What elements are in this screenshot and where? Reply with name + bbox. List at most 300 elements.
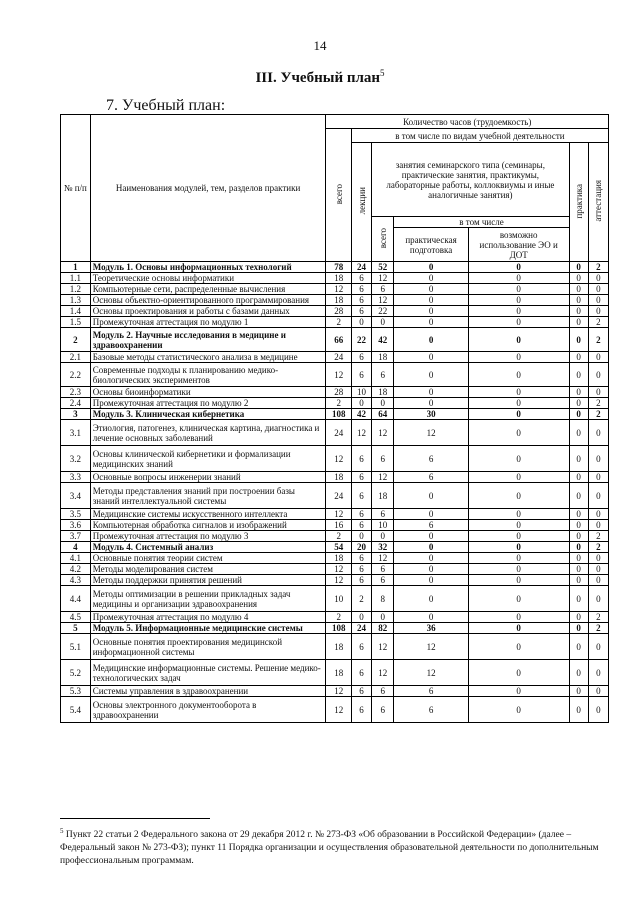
cell-total: 28	[326, 387, 351, 398]
cell-num: 3.3	[61, 472, 91, 483]
cell-eo: 0	[468, 398, 569, 409]
table-row	[61, 686, 609, 697]
cell-prac: 0	[569, 273, 588, 284]
cell-eo: 0	[468, 363, 569, 387]
table-row	[61, 306, 609, 317]
cell-lec: 6	[351, 634, 371, 660]
cell-num: 3.2	[61, 446, 91, 472]
table-row	[61, 446, 609, 472]
cell-num: 4	[61, 542, 91, 553]
cell-num: 5.2	[61, 660, 91, 686]
table-row	[61, 553, 609, 564]
cell-num: 4.4	[61, 586, 91, 612]
cell-lec: 6	[351, 660, 371, 686]
cell-sem: 12	[372, 273, 394, 284]
cell-att: 0	[588, 363, 608, 387]
cell-pp: 6	[394, 472, 468, 483]
cell-num: 1.4	[61, 306, 91, 317]
cell-num: 5	[61, 623, 91, 634]
cell-att: 0	[588, 446, 608, 472]
cell-num: 3.5	[61, 509, 91, 520]
cell-name: Модуль 4. Системный анализ	[90, 542, 326, 553]
header-incl: в том числе	[394, 217, 569, 228]
cell-pp: 36	[394, 623, 468, 634]
cell-num: 3.7	[61, 531, 91, 542]
cell-pp: 0	[394, 564, 468, 575]
cell-total: 16	[326, 520, 351, 531]
cell-name: Базовые методы статистического анализа в медицине	[90, 352, 326, 363]
cell-lec: 6	[351, 686, 371, 697]
cell-eo: 0	[468, 623, 569, 634]
footnote-divider	[60, 818, 210, 819]
cell-prac: 0	[569, 446, 588, 472]
cell-pp: 6	[394, 697, 468, 723]
cell-att: 0	[588, 483, 608, 509]
cell-num: 1	[61, 262, 91, 273]
cell-name: Компьютерная обработка сигналов и изображений	[90, 520, 326, 531]
cell-att: 2	[588, 317, 608, 328]
cell-total: 12	[326, 363, 351, 387]
table-row	[61, 363, 609, 387]
cell-eo: 0	[468, 586, 569, 612]
cell-num: 4.1	[61, 553, 91, 564]
cell-lec: 6	[351, 352, 371, 363]
cell-sem: 42	[372, 328, 394, 352]
cell-pp: 0	[394, 284, 468, 295]
module-row	[61, 262, 609, 273]
cell-prac: 0	[569, 697, 588, 723]
cell-pp: 0	[394, 553, 468, 564]
cell-lec: 24	[351, 262, 371, 273]
cell-att: 2	[588, 398, 608, 409]
cell-name: Методы представления знаний при построении базы знаний интеллектуальной системы	[90, 483, 326, 509]
cell-name: Методы поддержки принятия решений	[90, 575, 326, 586]
cell-pp: 12	[394, 634, 468, 660]
table-row	[61, 420, 609, 446]
cell-total: 12	[326, 446, 351, 472]
cell-pp: 12	[394, 420, 468, 446]
cell-pp: 0	[394, 317, 468, 328]
table-row	[61, 352, 609, 363]
cell-sem: 6	[372, 509, 394, 520]
cell-sem: 22	[372, 306, 394, 317]
cell-prac: 0	[569, 564, 588, 575]
cell-total: 66	[326, 328, 351, 352]
table-row	[61, 483, 609, 509]
cell-eo: 0	[468, 295, 569, 306]
cell-lec: 12	[351, 420, 371, 446]
cell-total: 24	[326, 483, 351, 509]
cell-eo: 0	[468, 564, 569, 575]
cell-lec: 24	[351, 623, 371, 634]
cell-att: 2	[588, 531, 608, 542]
cell-eo: 0	[468, 542, 569, 553]
cell-prac: 0	[569, 328, 588, 352]
cell-pp: 0	[394, 531, 468, 542]
header-incl-types: в том числе по видам учебной деятельности	[351, 129, 608, 143]
cell-lec: 42	[351, 409, 371, 420]
cell-sem: 6	[372, 363, 394, 387]
cell-prac: 0	[569, 586, 588, 612]
cell-prac: 0	[569, 660, 588, 686]
cell-num: 1.5	[61, 317, 91, 328]
cell-num: 4.5	[61, 612, 91, 623]
cell-eo: 0	[468, 520, 569, 531]
cell-att: 2	[588, 542, 608, 553]
header-practice	[569, 143, 588, 262]
cell-prac: 0	[569, 634, 588, 660]
cell-name: Системы управления в здравоохранении	[90, 686, 326, 697]
cell-sem: 0	[372, 531, 394, 542]
cell-total: 54	[326, 542, 351, 553]
cell-name: Основные вопросы инженерии знаний	[90, 472, 326, 483]
table-row	[61, 531, 609, 542]
cell-eo: 0	[468, 634, 569, 660]
cell-att: 0	[588, 564, 608, 575]
cell-prac: 0	[569, 295, 588, 306]
cell-name: Основы биоинформатики	[90, 387, 326, 398]
cell-sem: 0	[372, 317, 394, 328]
cell-total: 2	[326, 398, 351, 409]
cell-pp: 0	[394, 352, 468, 363]
table-row	[61, 398, 609, 409]
cell-num: 3.4	[61, 483, 91, 509]
table-row	[61, 575, 609, 586]
cell-lec: 2	[351, 586, 371, 612]
page-number: 14	[313, 38, 327, 53]
cell-eo: 0	[468, 387, 569, 398]
header-lectures-text: лекции	[356, 187, 367, 215]
cell-eo: 0	[468, 686, 569, 697]
cell-prac: 0	[569, 317, 588, 328]
cell-att: 0	[588, 352, 608, 363]
cell-total: 12	[326, 509, 351, 520]
footnote-reference: 5	[380, 68, 385, 78]
cell-att: 0	[588, 472, 608, 483]
cell-total: 24	[326, 352, 351, 363]
cell-att: 0	[588, 387, 608, 398]
cell-prac: 0	[569, 553, 588, 564]
cell-total: 18	[326, 660, 351, 686]
cell-att: 0	[588, 273, 608, 284]
cell-pp: 30	[394, 409, 468, 420]
cell-pp: 0	[394, 262, 468, 273]
cell-lec: 6	[351, 697, 371, 723]
table-row	[61, 520, 609, 531]
cell-num: 1.3	[61, 295, 91, 306]
cell-name: Промежуточная аттестация по модулю 1	[90, 317, 326, 328]
cell-prac: 0	[569, 686, 588, 697]
cell-prac: 0	[569, 352, 588, 363]
cell-lec: 6	[351, 483, 371, 509]
cell-lec: 6	[351, 284, 371, 295]
header-lectures	[351, 143, 371, 262]
cell-sem: 18	[372, 352, 394, 363]
cell-att: 0	[588, 295, 608, 306]
cell-att: 2	[588, 328, 608, 352]
cell-sem: 12	[372, 660, 394, 686]
cell-lec: 10	[351, 387, 371, 398]
table-row	[61, 612, 609, 623]
cell-num: 2	[61, 328, 91, 352]
cell-num: 3.1	[61, 420, 91, 446]
cell-num: 1.1	[61, 273, 91, 284]
table-row	[61, 634, 609, 660]
cell-eo: 0	[468, 317, 569, 328]
cell-eo: 0	[468, 612, 569, 623]
cell-prac: 0	[569, 420, 588, 446]
cell-num: 3	[61, 409, 91, 420]
cell-num: 1.2	[61, 284, 91, 295]
cell-sem: 18	[372, 483, 394, 509]
cell-eo: 0	[468, 483, 569, 509]
cell-pp: 0	[394, 387, 468, 398]
cell-sem: 6	[372, 284, 394, 295]
cell-total: 2	[326, 531, 351, 542]
cell-prac: 0	[569, 284, 588, 295]
cell-prac: 0	[569, 409, 588, 420]
cell-name: Модуль 5. Информационные медицинские системы	[90, 623, 326, 634]
cell-lec: 6	[351, 363, 371, 387]
cell-name: Основные понятия теории систем	[90, 553, 326, 564]
cell-pp: 6	[394, 686, 468, 697]
cell-total: 12	[326, 686, 351, 697]
cell-eo: 0	[468, 553, 569, 564]
cell-pp: 0	[394, 295, 468, 306]
cell-eo: 0	[468, 509, 569, 520]
cell-sem: 10	[372, 520, 394, 531]
cell-att: 0	[588, 697, 608, 723]
cell-sem: 12	[372, 553, 394, 564]
cell-att: 0	[588, 284, 608, 295]
cell-att: 0	[588, 306, 608, 317]
section-title-text: III. Учебный план	[255, 70, 381, 86]
cell-att: 2	[588, 623, 608, 634]
cell-name: Модуль 3. Клиническая кибернетика	[90, 409, 326, 420]
cell-att: 0	[588, 509, 608, 520]
cell-eo: 0	[468, 409, 569, 420]
footnote-mark: 5	[60, 827, 64, 835]
header-name: Наименования модулей, тем, разделов практики	[90, 115, 326, 262]
cell-name: Промежуточная аттестация по модулю 4	[90, 612, 326, 623]
cell-sem: 6	[372, 564, 394, 575]
cell-eo: 0	[468, 575, 569, 586]
cell-eo: 0	[468, 284, 569, 295]
cell-att: 0	[588, 660, 608, 686]
cell-pp: 6	[394, 446, 468, 472]
cell-sem: 12	[372, 420, 394, 446]
cell-total: 18	[326, 634, 351, 660]
cell-lec: 6	[351, 564, 371, 575]
module-row	[61, 328, 609, 352]
footnote-text: Пункт 22 статьи 2 Федерального закона от 29 декабря 2012 г. № 273-ФЗ «Об образовании в Российской Федерации» (далее – Федеральный закон № 273-ФЗ); пункт 11 Порядка организации и осуществления образовательной деятельности по дополнительным профессиональным программам.	[60, 830, 599, 867]
header-distance: возможно использование ЭО и ДОТ	[468, 228, 569, 262]
cell-num: 5.4	[61, 697, 91, 723]
cell-att: 2	[588, 262, 608, 273]
cell-name: Медицинские системы искусственного интеллекта	[90, 509, 326, 520]
cell-name: Основы проектирования и работы с базами данных	[90, 306, 326, 317]
cell-num: 2.3	[61, 387, 91, 398]
cell-num: 4.2	[61, 564, 91, 575]
cell-sem: 0	[372, 398, 394, 409]
cell-total: 18	[326, 273, 351, 284]
cell-name: Промежуточная аттестация по модулю 3	[90, 531, 326, 542]
cell-name: Основы клинической кибернетики и формализации медицинских знаний	[90, 446, 326, 472]
cell-name: Медицинские информационные системы. Решение медико-технологических задач	[90, 660, 326, 686]
cell-num: 5.1	[61, 634, 91, 660]
cell-total: 18	[326, 472, 351, 483]
cell-pp: 0	[394, 575, 468, 586]
cell-pp: 0	[394, 363, 468, 387]
cell-total: 12	[326, 575, 351, 586]
header-num: № п/п	[61, 115, 91, 262]
cell-total: 2	[326, 317, 351, 328]
header-attestation	[588, 143, 608, 262]
cell-prac: 0	[569, 575, 588, 586]
module-row	[61, 409, 609, 420]
table-row	[61, 295, 609, 306]
cell-lec: 6	[351, 446, 371, 472]
cell-prac: 0	[569, 612, 588, 623]
cell-total: 2	[326, 612, 351, 623]
cell-sem: 12	[372, 295, 394, 306]
cell-name: Основы электронного документооборота в здравоохранении	[90, 697, 326, 723]
cell-lec: 6	[351, 509, 371, 520]
cell-lec: 0	[351, 531, 371, 542]
cell-total: 108	[326, 623, 351, 634]
cell-prac: 0	[569, 531, 588, 542]
cell-att: 2	[588, 409, 608, 420]
cell-pp: 0	[394, 306, 468, 317]
cell-sem: 6	[372, 575, 394, 586]
cell-name: Компьютерные сети, распределенные вычисления	[90, 284, 326, 295]
cell-att: 2	[588, 612, 608, 623]
curriculum-table	[60, 114, 609, 723]
cell-prac: 0	[569, 509, 588, 520]
cell-total: 12	[326, 284, 351, 295]
cell-total: 10	[326, 586, 351, 612]
cell-total: 18	[326, 295, 351, 306]
header-total-text: всего	[333, 183, 344, 205]
cell-att: 0	[588, 520, 608, 531]
cell-eo: 0	[468, 697, 569, 723]
cell-name: Промежуточная аттестация по модулю 2	[90, 398, 326, 409]
cell-sem: 82	[372, 623, 394, 634]
cell-lec: 6	[351, 575, 371, 586]
cell-prac: 0	[569, 520, 588, 531]
table-row	[61, 564, 609, 575]
cell-lec: 6	[351, 273, 371, 284]
cell-lec: 6	[351, 306, 371, 317]
cell-name: Основные понятия проектирования медицинской информационной системы	[90, 634, 326, 660]
header-seminar-total-text: всего	[377, 227, 388, 249]
table-row	[61, 317, 609, 328]
cell-att: 0	[588, 553, 608, 564]
cell-total: 78	[326, 262, 351, 273]
cell-total: 12	[326, 564, 351, 575]
cell-name: Методы оптимизации в решении прикладных задач медицины и организации здравоохранения	[90, 586, 326, 612]
cell-att: 0	[588, 420, 608, 446]
table-row	[61, 284, 609, 295]
module-row	[61, 623, 609, 634]
cell-prac: 0	[569, 387, 588, 398]
cell-eo: 0	[468, 352, 569, 363]
cell-name: Современные подходы к планированию медико-биологических экспериментов	[90, 363, 326, 387]
cell-att: 0	[588, 634, 608, 660]
cell-prac: 0	[569, 306, 588, 317]
cell-total: 108	[326, 409, 351, 420]
cell-prac: 0	[569, 363, 588, 387]
cell-pp: 6	[394, 520, 468, 531]
table-row	[61, 273, 609, 284]
cell-name: Модуль 1. Основы информационных технологий	[90, 262, 326, 273]
cell-prac: 0	[569, 542, 588, 553]
cell-num: 2.4	[61, 398, 91, 409]
cell-lec: 0	[351, 317, 371, 328]
header-practice-text: практика	[573, 183, 584, 219]
footnote	[60, 825, 612, 868]
cell-eo: 0	[468, 273, 569, 284]
cell-sem: 12	[372, 472, 394, 483]
cell-total: 24	[326, 420, 351, 446]
cell-lec: 6	[351, 553, 371, 564]
cell-name: Теоретические основы информатики	[90, 273, 326, 284]
cell-total: 18	[326, 553, 351, 564]
table-row	[61, 472, 609, 483]
cell-lec: 6	[351, 520, 371, 531]
cell-eo: 0	[468, 262, 569, 273]
cell-pp: 0	[394, 542, 468, 553]
cell-eo: 0	[468, 328, 569, 352]
table-row	[61, 660, 609, 686]
cell-num: 3.6	[61, 520, 91, 531]
cell-eo: 0	[468, 420, 569, 446]
cell-lec: 0	[351, 612, 371, 623]
cell-num: 4.3	[61, 575, 91, 586]
cell-name: Модуль 2. Научные исследования в медицине и здравоохранении	[90, 328, 326, 352]
cell-pp: 12	[394, 660, 468, 686]
header-row-1	[61, 115, 609, 129]
table-row	[61, 387, 609, 398]
table-row	[61, 586, 609, 612]
subtitle: 7. Учебный план:	[106, 97, 226, 114]
cell-sem: 6	[372, 686, 394, 697]
header-seminar: занятия семинарского типа (семинары, практические занятия, практикумы, лабораторные работы, коллоквиумы и иные аналогичные занятия)	[372, 143, 570, 217]
cell-lec: 22	[351, 328, 371, 352]
cell-att: 0	[588, 575, 608, 586]
cell-sem: 8	[372, 586, 394, 612]
cell-att: 0	[588, 686, 608, 697]
cell-num: 5.3	[61, 686, 91, 697]
cell-lec: 0	[351, 398, 371, 409]
cell-lec: 6	[351, 472, 371, 483]
cell-sem: 52	[372, 262, 394, 273]
cell-sem: 64	[372, 409, 394, 420]
cell-lec: 6	[351, 295, 371, 306]
table-body	[61, 115, 609, 723]
cell-sem: 6	[372, 697, 394, 723]
table-row	[61, 697, 609, 723]
cell-total: 28	[326, 306, 351, 317]
section-title	[0, 68, 640, 87]
cell-prac: 0	[569, 262, 588, 273]
cell-pp: 0	[394, 483, 468, 509]
cell-pp: 0	[394, 328, 468, 352]
cell-num: 2.2	[61, 363, 91, 387]
cell-num: 2.1	[61, 352, 91, 363]
header-seminar-total	[372, 217, 394, 262]
cell-pp: 0	[394, 273, 468, 284]
